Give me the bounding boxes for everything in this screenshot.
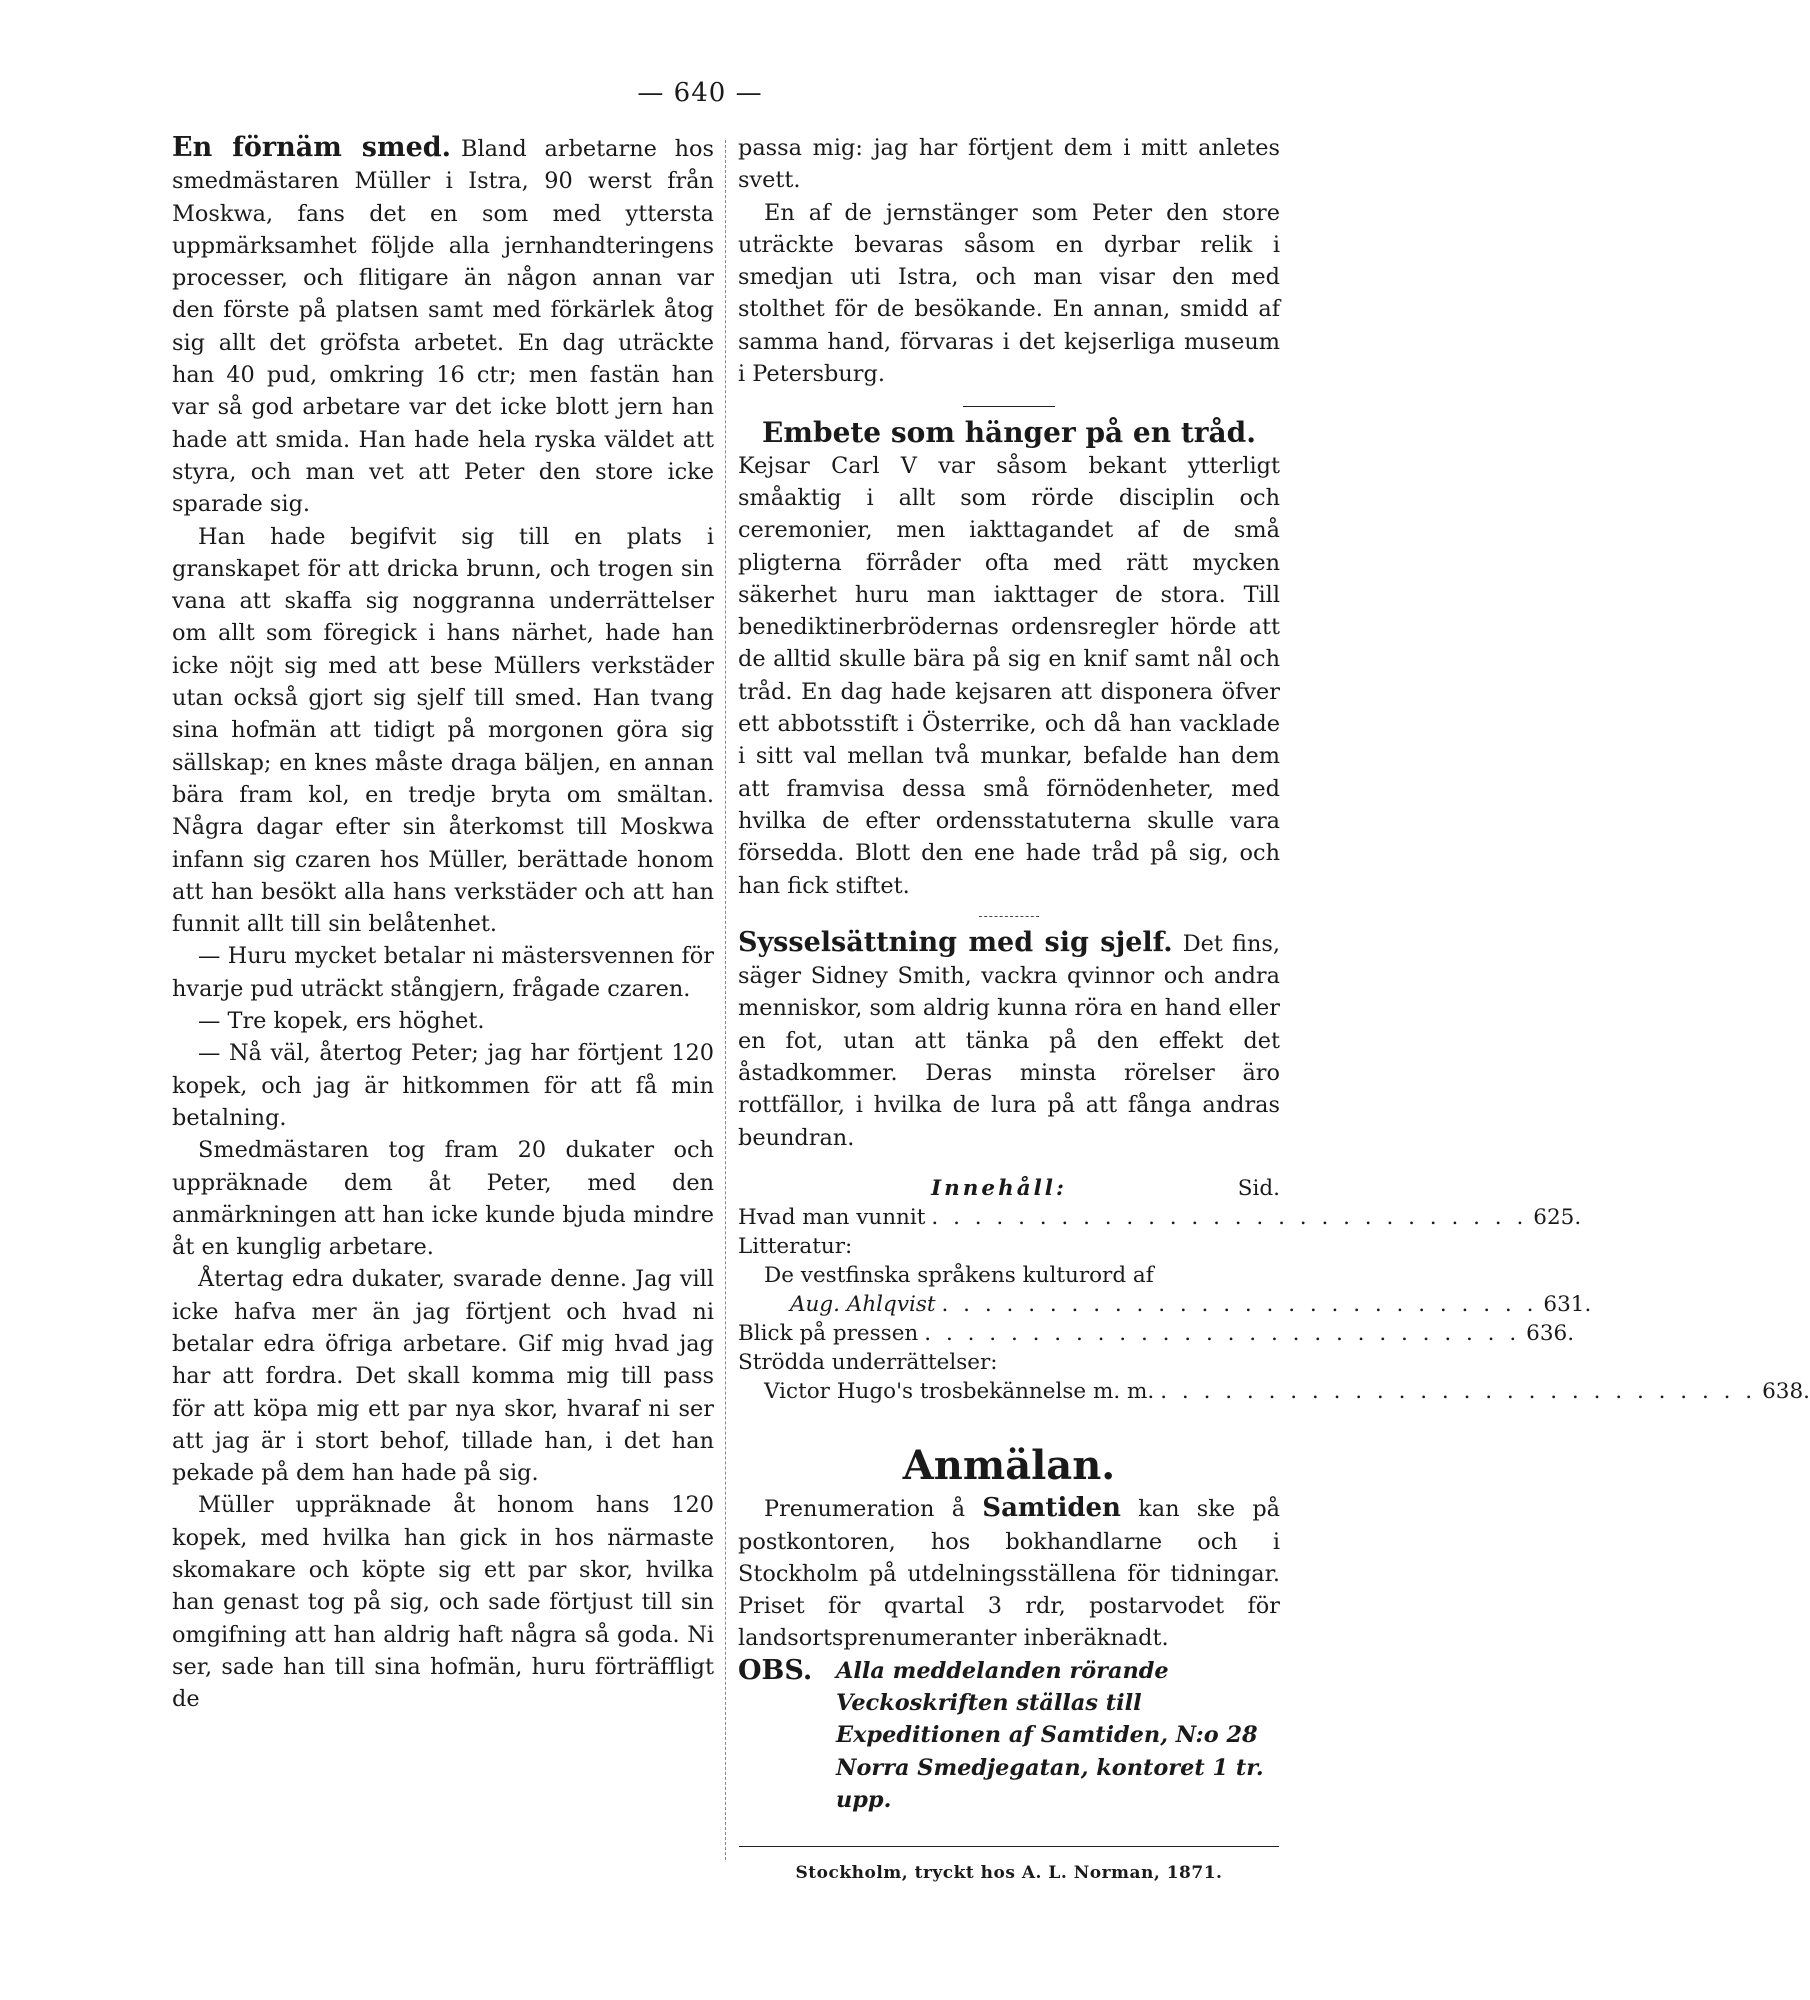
section-rule: [963, 406, 1055, 407]
toc-row-page: 638.: [1762, 1378, 1810, 1404]
toc-row-page: 636.: [1526, 1320, 1575, 1346]
paragraph-8: Müller uppräknade åt honom hans 120 kopek, med hvilka han gick in hos närmaste skomakare och köpte sig ett par skor, hvilka han genast tog på sig, och sade förtjust till sin omgifning att han aldrig haft några så goda. Ni ser, sade han till sina hofmän, huru förträffligt de: [172, 1492, 714, 1713]
announcement-body: kan ske på postkontoren, hos bokhandlarne och i Stockholm på utdelningsställena för tidningar. Priset för qvartal 3 rdr, postarvodet för landsortsprenumeranter inberäknadt.: [738, 1496, 1281, 1652]
toc-row: [738, 1377, 1810, 1406]
announcement-pre: Prenumeration å: [764, 1496, 966, 1523]
toc-row-label: Aug. Ahlqvist: [790, 1291, 936, 1317]
toc-leader-dots: . . . . . . . . . . . . . . . . . . . . . . . . . . . .: [924, 1320, 1521, 1346]
toc-leader-dots: . . . . . . . . . . . . . . . . . . . . . . . . . . . .: [1160, 1378, 1757, 1404]
left-column: [172, 132, 714, 1716]
toc-sid-label: Sid.: [1237, 1175, 1280, 1201]
right-column: [738, 132, 1810, 1889]
toc-leader-dots: . . . . . . . . . . . . . . . . . . . . . . . . . . . .: [931, 1204, 1528, 1230]
toc-row: [738, 1290, 1592, 1319]
imprint: Stockholm, tryckt hos A. L. Norman, 1871.: [795, 1863, 1223, 1884]
obs-label: OBS.: [738, 1654, 813, 1686]
article-fornam-smed-intro: [172, 132, 714, 521]
imprint-rule: [739, 1846, 1279, 1847]
obs-text: Alla meddelanden rörande Veckoskriften ställas till Expeditionen af Samtiden, N:o 28 Norra Smedjegatan, kontoret 1 tr. upp.: [836, 1657, 1264, 1813]
toc-row: [738, 1348, 1280, 1377]
toc-row-label: Litteratur:: [738, 1233, 853, 1259]
article-embete-text: Kejsar Carl V var såsom bekant ytterligt småaktig i allt som rörde disciplin och ceremonier, men iakttagandet af de små pligterna förråder ofta med rätt mycken säkerhet huru man iakttager de stora. Till benediktinerbrödernas ordensregler hörde att de alltid skulle bära på sig en knif samt nål och tråd. En dag hade kejsaren att disponera öfver ett abbotsstift i Österrike, och då han vacklade i sitt val mellan två munkar, befalde han dem att framvisa dessa små förnödenheter, med hvilka de efter ordensstatuterna skulle vara försedda. Blott den ene hade tråd på sig, och han fick stiftet.: [738, 452, 1280, 899]
toc-title: Innehåll:: [931, 1175, 1067, 1201]
toc-row: [738, 1319, 1575, 1348]
toc-leader-dots: . . . . . . . . . . . . . . . . . . . . . . . . . . . .: [941, 1291, 1538, 1317]
paragraph-4: — Tre kopek, ers höghet.: [198, 1008, 485, 1035]
announcement-brand: Samtiden: [982, 1493, 1121, 1524]
toc-row: [738, 1203, 1582, 1232]
toc-header: [738, 1174, 1280, 1203]
announcement-text: [738, 1492, 1280, 1654]
toc-row-label: Victor Hugo's trosbekännelse m. m.: [764, 1378, 1155, 1404]
section-rule-dashed: [979, 916, 1039, 917]
obs-notice: [738, 1655, 1280, 1816]
paragraph-5: — Nå väl, återtog Peter; jag har förtjent 120 kopek, och jag är hitkommen för att få min betalning.: [172, 1040, 714, 1131]
paragraph-7: Återtag edra dukater, svarade denne. Jag vill icke hafva mer än jag förtjent och hvad ni betalar edra öfriga arbetare. Gif mig hvad jag har att fordra. Det skall komma mig till pass för att köpa mig ett par nya skor, hvaraf ni ser att jag är i stort behof, tillade han, i det han pekade på dem han hade på sig.: [172, 1266, 714, 1487]
article-title-sysselsattning: Sysselsättning med sig sjelf.: [738, 926, 1173, 958]
toc-row-label: De vestfinska språkens kulturord af: [764, 1262, 1154, 1288]
article-sysselsattning: [738, 927, 1280, 1154]
article-title-embete: Embete som hänger på en tråd.: [762, 416, 1256, 450]
toc-row-label: Strödda underrättelser:: [738, 1349, 998, 1375]
continuation-2: En af de jernstänger som Peter den store uträckte bevaras såsom en dyrbar relik i smedjan uti Istra, och man visar den med stolthet för de besökande. En annan, smidd af samma hand, förvaras i det kejserliga museum i Petersburg.: [738, 199, 1280, 388]
toc-row-page: 625.: [1533, 1204, 1582, 1230]
continuation-1: passa mig: jag har förtjent dem i mitt anletes svett.: [738, 135, 1280, 194]
toc-row: [738, 1232, 1280, 1261]
toc-row-label: Blick på pressen: [738, 1320, 919, 1346]
toc-row-page: 631.: [1543, 1291, 1592, 1317]
page-number: — 640 —: [637, 78, 763, 108]
paragraph-2: Han hade begifvit sig till en plats i granskapet för att dricka brunn, och trogen sin vana att skaffa sig noggranna underrättelser om allt som föregick i hans närhet, hade han icke nöjt sig med att bese Müllers verkstäder utan också gjort sig sjelf till smed. Han tvang sina hofmän att tidigt på morgonen göra sig sällskap; en knes måste draga bäljen, en annan bära fram kol, en tredje bryta om smältan. Några dagar efter sin återkomst till Moskwa infann sig czaren hos Müller, berättade honom att han besökt alla hans verkstäder och att han funnit allt till sin belåtenhet.: [172, 523, 714, 938]
column-divider: [725, 140, 726, 1860]
article-title-fornam-smed: En förnäm smed.: [172, 132, 452, 163]
table-of-contents: [738, 1174, 1810, 1406]
paragraph-6: Smedmästaren tog fram 20 dukater och uppräknade dem åt Peter, med den anmärkningen att han icke kunde bjuda mindre åt en kunglig arbetare.: [172, 1137, 714, 1261]
paragraph-3: — Huru mycket betalar ni mästersvennen för hvarje pud uträckt stångjern, frågade czaren.: [172, 943, 714, 1002]
paragraph-1: Bland arbetarne hos smedmästaren Müller i Istra, 90 werst från Moskwa, fans det en som med yttersta uppmärksamhet följde alla jernhandteringens processer, och flitigare än någon annan var den förste på platsen samt med förkärlek åtog sig allt det gröfsta arbetet. En dag uträckte han 40 pud, omkring 16 ctr; men fastän han var så god arbetare var det icke blott jern han hade att smida. Han hade hela ryska väldet att styra, och man vet att Peter den store icke sparade sig.: [172, 136, 715, 518]
toc-row: [738, 1261, 1280, 1290]
toc-row-label: Hvad man vunnit: [738, 1204, 926, 1230]
article-sysselsattning-text: Det fins, säger Sidney Smith, vackra qvinnor och andra menniskor, som aldrig kunna röra en hand eller en fot, utan att tänka på den effekt det åstadkommer. Deras minsta rörelser äro rottfällor, i hvilka de lura på att fånga andras beundran.: [738, 930, 1280, 1151]
announcement-title: Anmälan.: [902, 1441, 1116, 1489]
